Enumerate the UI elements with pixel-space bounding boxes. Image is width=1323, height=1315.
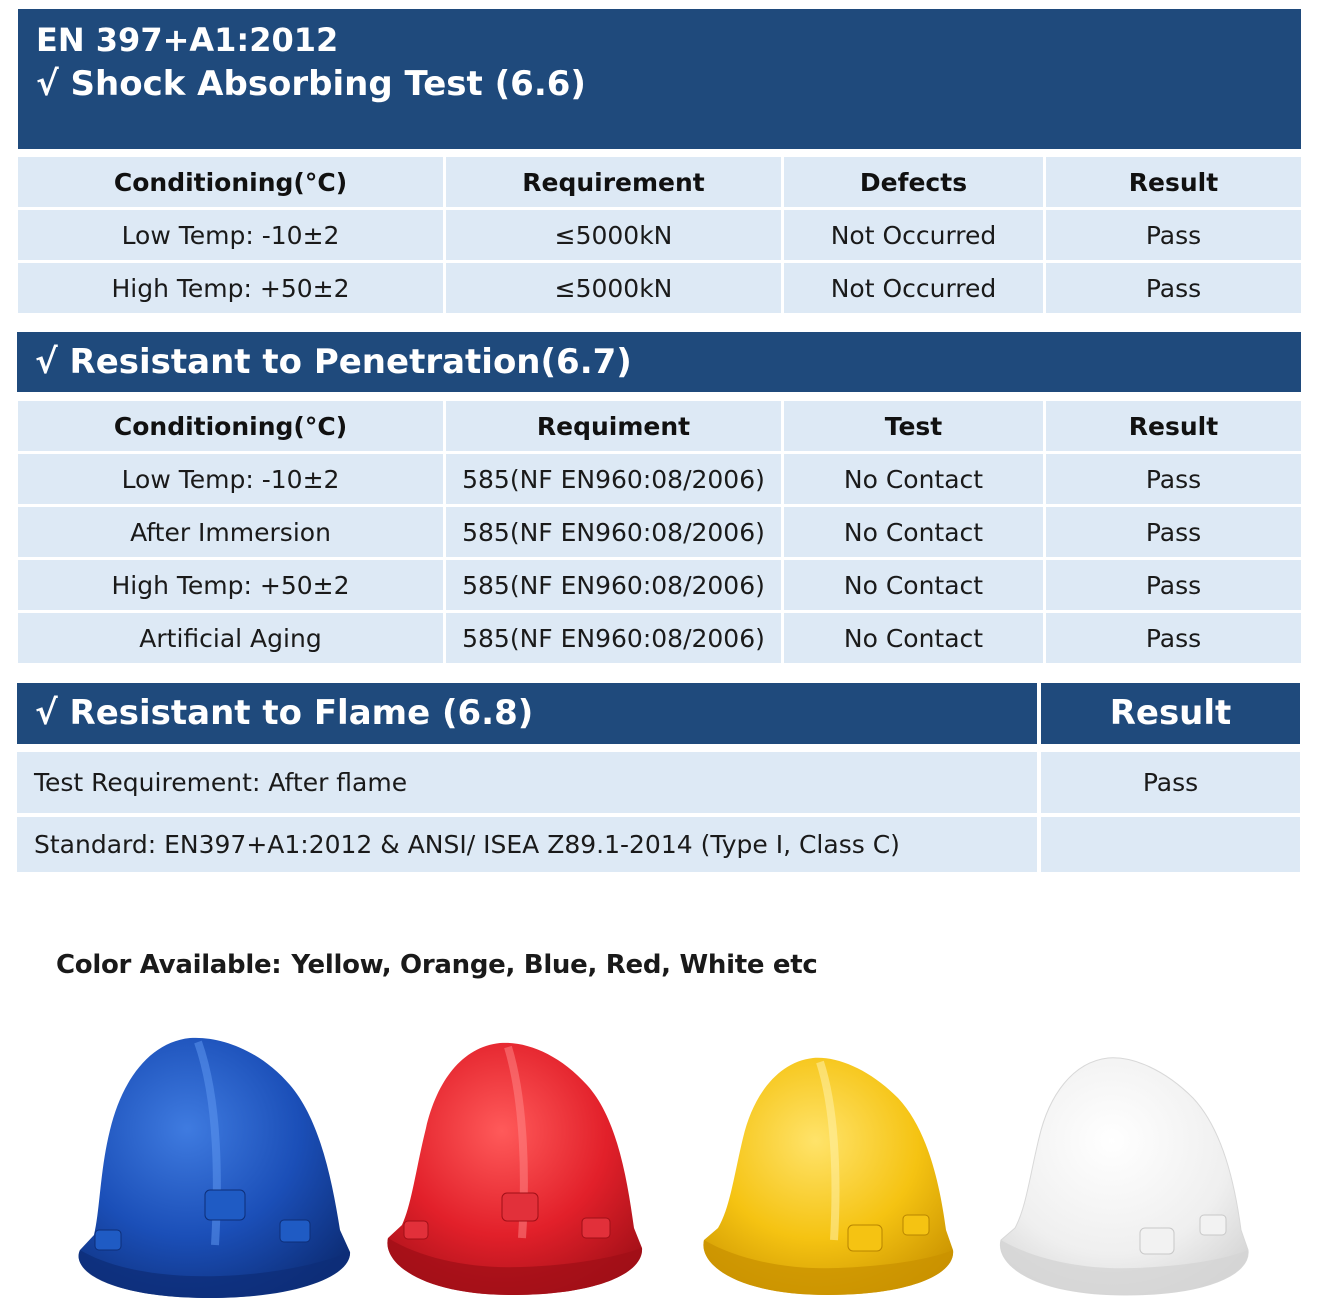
cell-conditioning: High Temp: +50±2 <box>18 263 443 313</box>
table-header-row <box>18 401 1301 451</box>
table-row <box>18 454 1301 504</box>
table-row <box>18 613 1301 663</box>
cell-result: Pass <box>1046 613 1301 663</box>
cell-test: No Contact <box>784 454 1043 504</box>
column-header: Requiment <box>446 401 781 451</box>
cell-test: No Contact <box>784 613 1043 663</box>
cell-result: Pass <box>1046 507 1301 557</box>
table-row <box>18 507 1301 557</box>
flame-result-header: Result <box>1041 683 1300 744</box>
shock-test-title: √ Shock Absorbing Test (6.6) <box>36 64 586 104</box>
column-header: Result <box>1046 157 1301 207</box>
cell-requirement: 585(NF EN960:08/2006) <box>446 507 781 557</box>
column-header: Conditioning(°C) <box>18 401 443 451</box>
flame-requirement-result: Pass <box>1041 752 1300 813</box>
flame-section-title: √ Resistant to Flame (6.8) <box>17 683 1037 744</box>
white-helmet-image <box>995 1050 1253 1300</box>
column-header: Conditioning(°C) <box>18 157 443 207</box>
column-header: Result <box>1046 401 1301 451</box>
flame-standard: Standard: EN397+A1:2012 & ANSI/ ISEA Z89.1-2014 (Type I, Class C) <box>17 817 1037 872</box>
color-available-values: Yellow, Orange, Blue, Red, White etc <box>291 950 818 980</box>
table-header-row <box>18 157 1301 207</box>
cell-defects: Not Occurred <box>784 210 1043 260</box>
table-row <box>18 560 1301 610</box>
cell-test: No Contact <box>784 560 1043 610</box>
standard-title: EN 397+A1:2012 <box>36 21 339 59</box>
red-helmet-image <box>382 1033 647 1303</box>
cell-requirement: 585(NF EN960:08/2006) <box>446 454 781 504</box>
shock-section-header <box>18 9 1301 149</box>
cell-requirement: 585(NF EN960:08/2006) <box>446 613 781 663</box>
flame-requirement: Test Requirement: After flame <box>17 752 1037 813</box>
cell-defects: Not Occurred <box>784 263 1043 313</box>
cell-conditioning: After Immersion <box>18 507 443 557</box>
yellow-helmet-image <box>698 1050 958 1300</box>
penetration-test-table <box>15 398 1304 666</box>
cell-conditioning: Low Temp: -10±2 <box>18 454 443 504</box>
table-row <box>18 210 1301 260</box>
column-header: Defects <box>784 157 1043 207</box>
cell-conditioning: High Temp: +50±2 <box>18 560 443 610</box>
blue-helmet-image <box>70 1030 355 1305</box>
column-header: Requirement <box>446 157 781 207</box>
cell-requirement: ≤5000kN <box>446 263 781 313</box>
cell-result: Pass <box>1046 210 1301 260</box>
cell-result: Pass <box>1046 263 1301 313</box>
column-header: Test <box>784 401 1043 451</box>
penetration-section-title: √ Resistant to Penetration(6.7) <box>17 332 1301 392</box>
cell-requirement: 585(NF EN960:08/2006) <box>446 560 781 610</box>
color-available-line <box>56 950 818 980</box>
cell-requirement: ≤5000kN <box>446 210 781 260</box>
cell-result: Pass <box>1046 560 1301 610</box>
flame-standard-result <box>1041 817 1300 872</box>
shock-test-table <box>15 154 1304 316</box>
cell-conditioning: Artificial Aging <box>18 613 443 663</box>
cell-conditioning: Low Temp: -10±2 <box>18 210 443 260</box>
cell-test: No Contact <box>784 507 1043 557</box>
color-available-label: Color Available: <box>56 950 282 980</box>
cell-result: Pass <box>1046 454 1301 504</box>
table-row <box>18 263 1301 313</box>
